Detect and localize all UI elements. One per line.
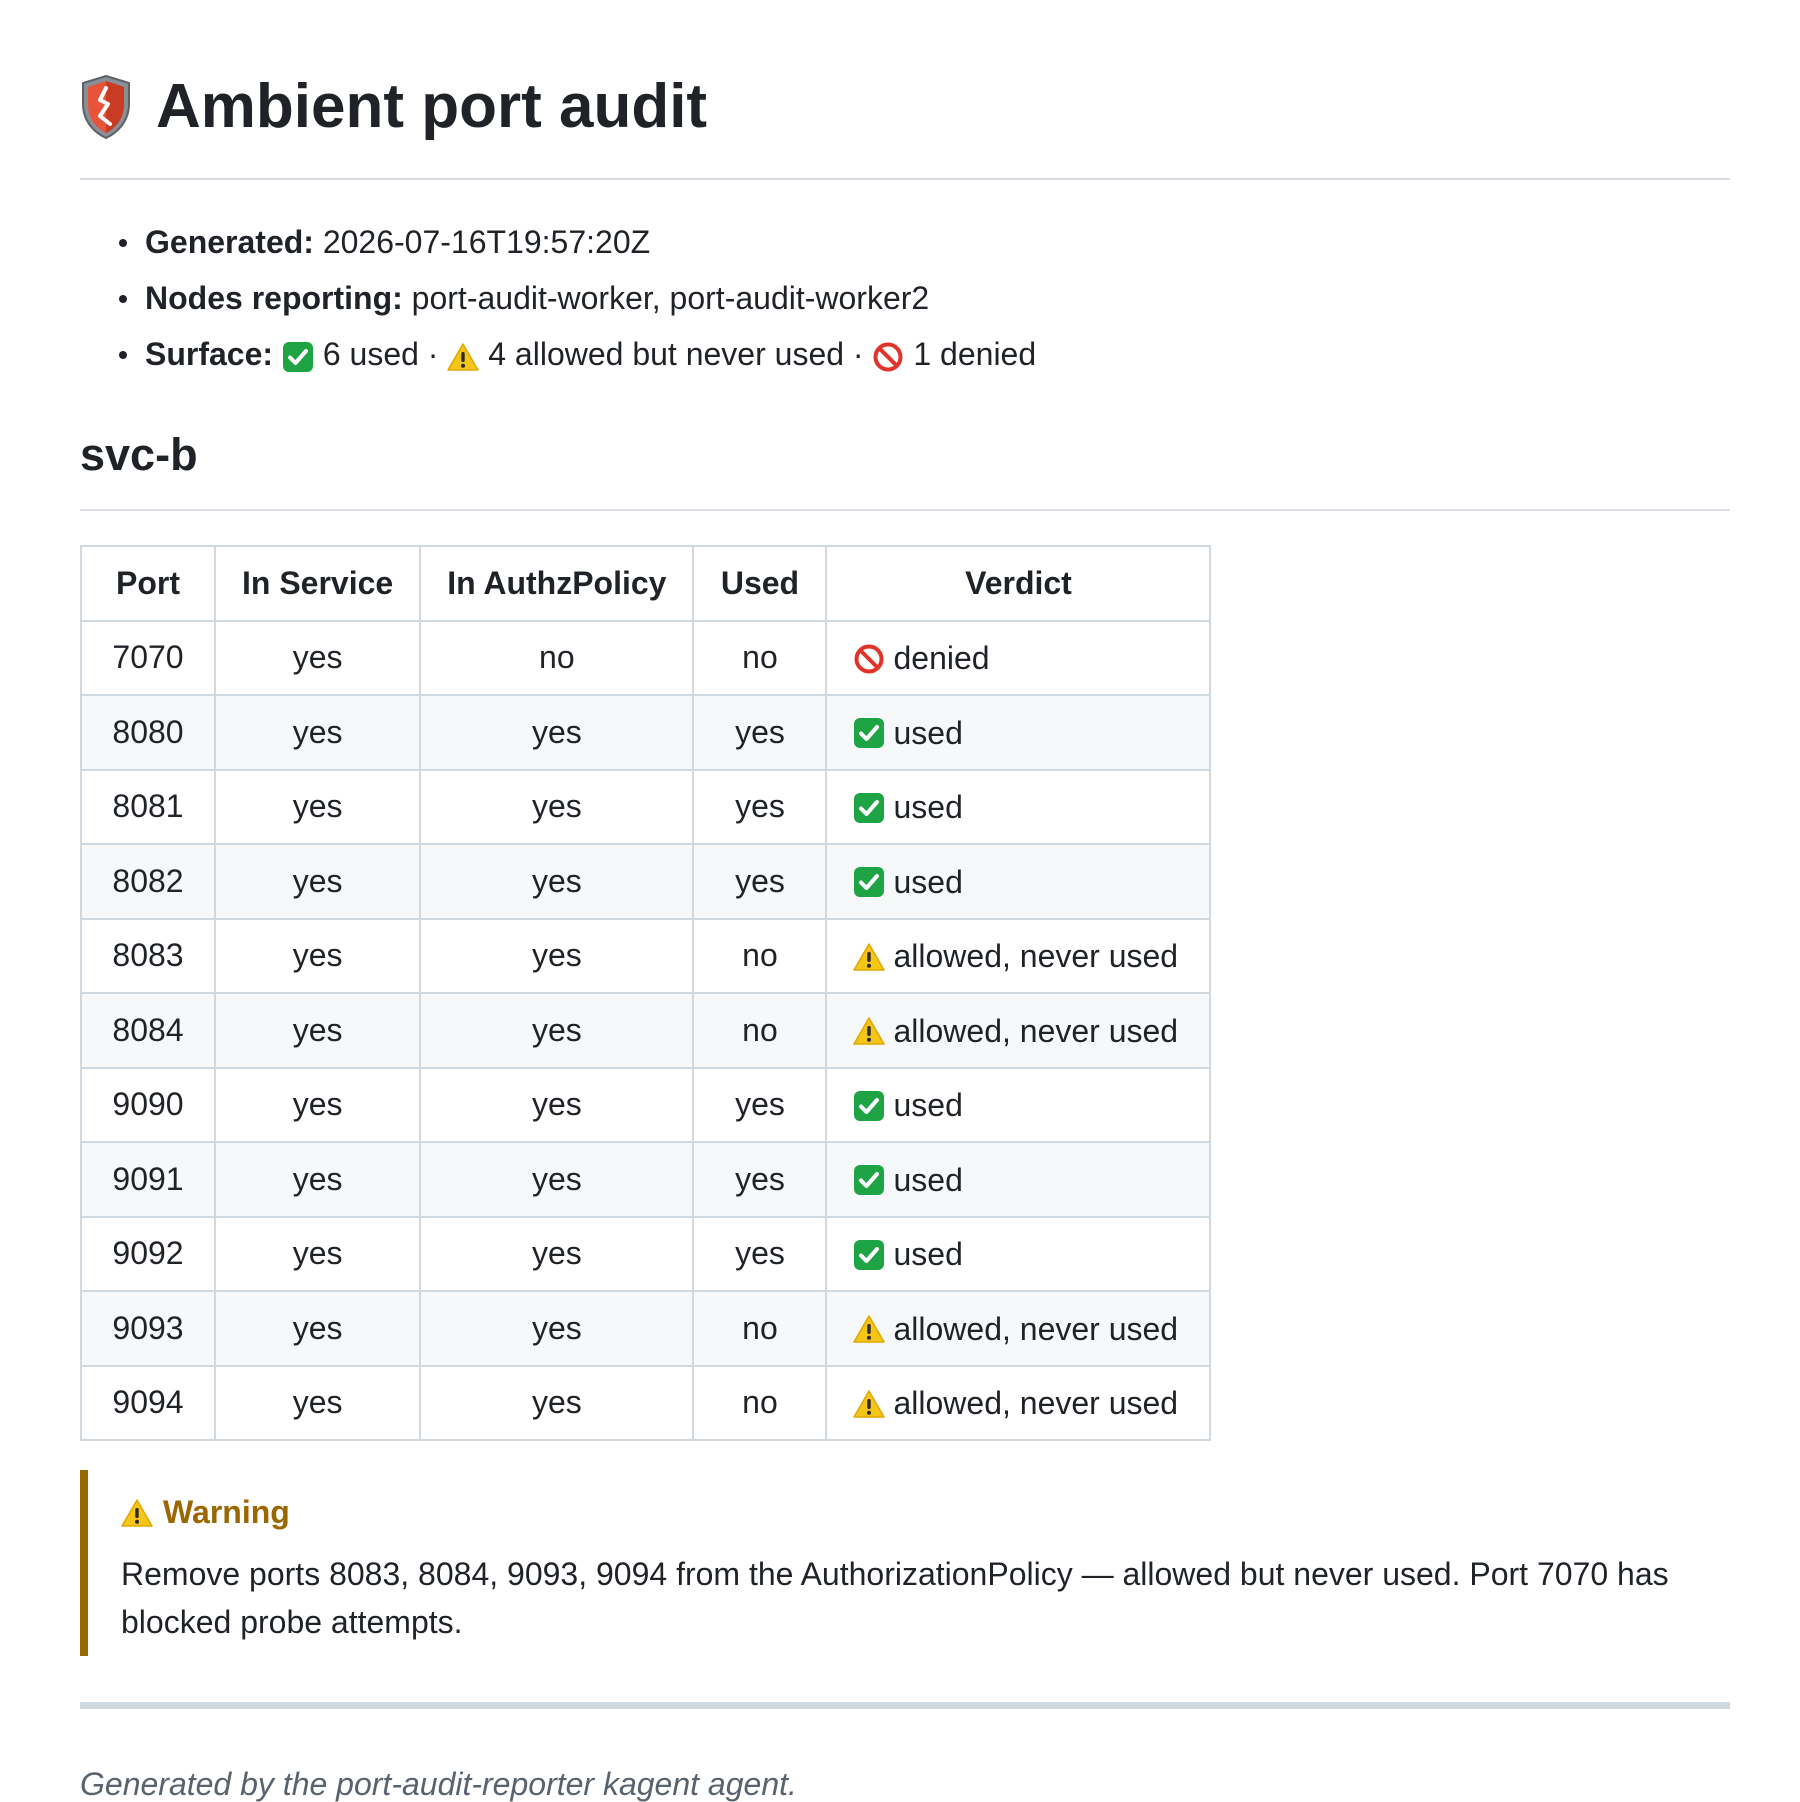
prohibited-icon [853,643,885,675]
cell-port: 9090 [81,1068,215,1143]
warning-icon [853,942,885,972]
table-row [81,695,1210,770]
cell-used: no [693,993,826,1068]
cell-in-service: yes [215,1068,420,1143]
warning-icon [447,342,479,372]
cell-used: yes [693,844,826,919]
check-icon [282,341,314,373]
cell-in-authz: yes [420,1068,693,1143]
check-icon [853,1090,885,1122]
warning-icon [121,1498,153,1528]
table-row [81,844,1210,919]
cell-in-service: yes [215,919,420,994]
verdict-text: allowed, never used [893,1012,1179,1049]
cell-in-service: yes [215,844,420,919]
cell-port: 9093 [81,1291,215,1366]
cell-used: yes [693,1217,826,1292]
verdict-text: allowed, never used [893,938,1179,975]
table-row [81,919,1210,994]
table-row [81,770,1210,845]
cell-verdict [826,695,1210,770]
cell-in-service: yes [215,695,420,770]
cell-used: no [693,1366,826,1441]
cell-in-authz: yes [420,1217,693,1292]
ports-table [80,545,1211,1441]
cell-in-authz: yes [420,1366,693,1441]
cell-in-service: yes [215,1366,420,1441]
cell-used: yes [693,695,826,770]
check-icon [853,717,885,749]
verdict-text: used [893,789,963,826]
meta-list [80,214,1036,382]
cell-verdict [826,993,1210,1068]
cell-in-service: yes [215,993,420,1068]
verdict-text: used [893,1087,963,1124]
nodes-value: port-audit-worker, port-audit-worker2 [411,280,930,316]
surface-allowed: 4 allowed but never used [488,336,845,372]
verdict-text: allowed, never used [893,1385,1179,1422]
table-row [81,621,1210,696]
surface-label: Surface: [145,336,274,372]
section-title: svc-b [80,429,198,480]
table-row [81,993,1210,1068]
cell-in-authz: yes [420,1291,693,1366]
cell-in-authz: no [420,621,693,696]
cell-verdict [826,1366,1210,1441]
cell-in-service: yes [215,770,420,845]
table-header-row [81,546,1210,621]
footer-note: Generated by the port-audit-reporter kagent agent. [80,1766,797,1802]
verdict-text: used [893,1236,963,1273]
cell-verdict [826,770,1210,845]
check-icon [853,1239,885,1271]
table-row [81,1142,1210,1217]
cell-port: 7070 [81,621,215,696]
cell-port: 9091 [81,1142,215,1217]
table-row [81,1291,1210,1366]
cell-used: yes [693,1068,826,1143]
verdict-text: used [893,1161,963,1198]
section-divider [80,509,1730,511]
cell-verdict [826,621,1210,696]
check-icon [853,792,885,824]
verdict-text: used [893,714,963,751]
cell-port: 8084 [81,993,215,1068]
header-port: Port [81,546,215,621]
check-icon [853,866,885,898]
header-used: Used [693,546,826,621]
table-row [81,1217,1210,1292]
meta-surface [145,326,1036,382]
header-in-service: In Service [215,546,420,621]
cell-port: 8083 [81,919,215,994]
nodes-label: Nodes reporting: [145,280,403,316]
cell-verdict [826,1217,1210,1292]
surface-used: 6 used [322,336,419,372]
cell-port: 8082 [81,844,215,919]
cell-in-service: yes [215,1217,420,1292]
meta-nodes [145,270,1036,326]
table-row [81,1366,1210,1441]
cell-used: yes [693,770,826,845]
verdict-text: denied [893,640,990,677]
cell-in-service: yes [215,1291,420,1366]
cell-verdict [826,919,1210,994]
warning-icon [853,1016,885,1046]
cell-verdict [826,1142,1210,1217]
cell-verdict [826,844,1210,919]
title-row [80,74,707,140]
prohibited-icon [872,341,904,373]
warning-icon [853,1314,885,1344]
cell-in-authz: yes [420,1142,693,1217]
cell-port: 9094 [81,1366,215,1441]
table-row [81,1068,1210,1143]
warning-body: Remove ports 8083, 8084, 9093, 9094 from the AuthorizationPolicy — allowed but never used. Port 7070 has blocked probe attempts. [121,1556,1669,1640]
warning-title-row [121,1494,290,1531]
cell-in-authz: yes [420,695,693,770]
shield-icon [80,74,132,140]
generated-value: 2026-07-16T19:57:20Z [322,224,651,260]
cell-used: yes [693,1142,826,1217]
cell-used: no [693,1291,826,1366]
cell-in-authz: yes [420,844,693,919]
cell-port: 8080 [81,695,215,770]
header-in-authz: In AuthzPolicy [420,546,693,621]
page-title: Ambient port audit [156,72,708,141]
warning-title: Warning [163,1494,290,1530]
footer-divider [80,1702,1730,1709]
surface-separator: · [852,336,864,372]
cell-in-authz: yes [420,993,693,1068]
verdict-text: allowed, never used [893,1310,1179,1347]
cell-verdict [826,1068,1210,1143]
cell-in-service: yes [215,1142,420,1217]
cell-used: no [693,621,826,696]
cell-in-service: yes [215,621,420,696]
cell-used: no [693,919,826,994]
verdict-text: used [893,863,963,900]
header-verdict: Verdict [826,546,1210,621]
surface-denied: 1 denied [913,336,1037,372]
cell-port: 8081 [81,770,215,845]
cell-in-authz: yes [420,770,693,845]
title-divider [80,178,1730,180]
warning-callout [80,1470,1730,1656]
check-icon [853,1164,885,1196]
cell-verdict [826,1291,1210,1366]
warning-icon [853,1389,885,1419]
surface-separator: · [427,336,439,372]
meta-generated [145,214,1036,270]
generated-label: Generated: [145,224,314,260]
cell-port: 9092 [81,1217,215,1292]
cell-in-authz: yes [420,919,693,994]
